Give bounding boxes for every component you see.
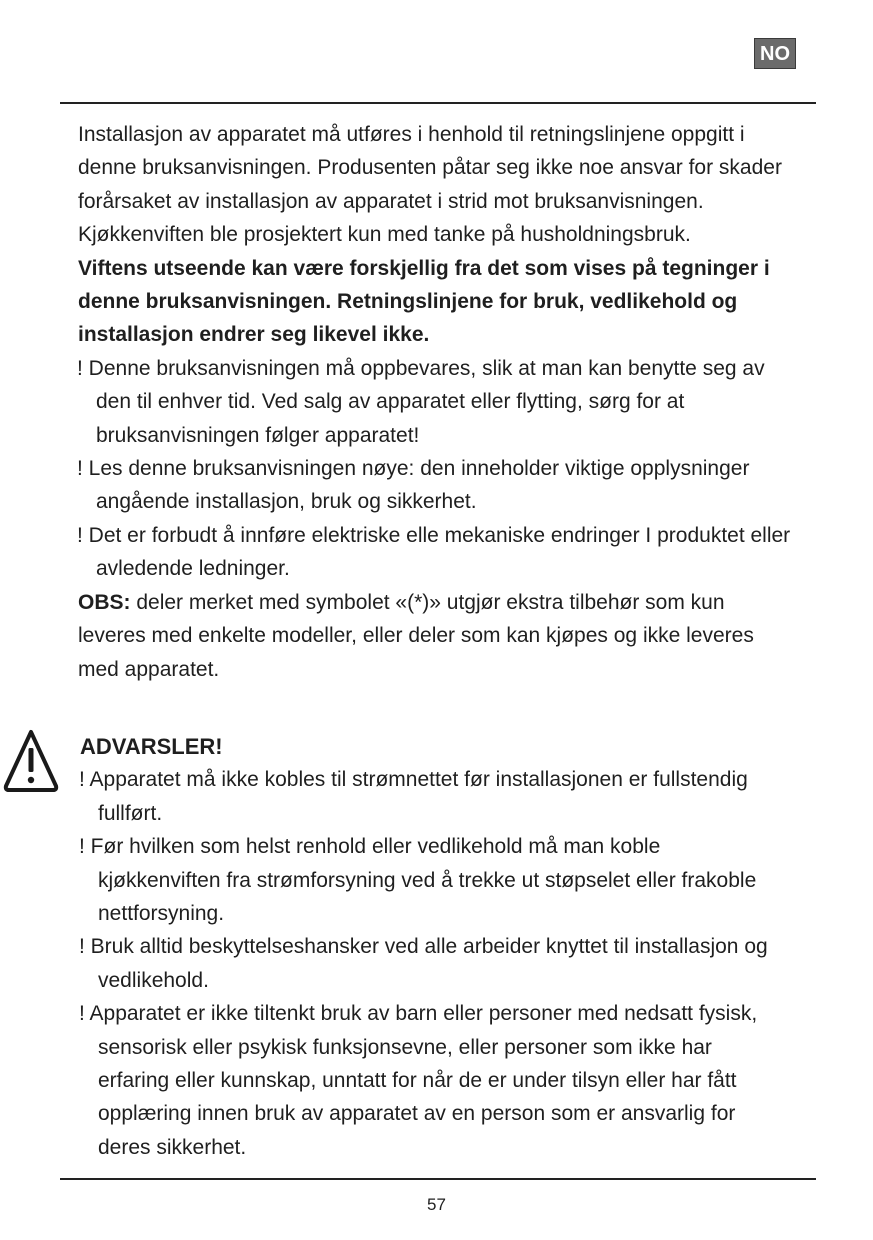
notice-item: ! Denne bruksanvisningen må oppbevares, slik at man kan benytte seg av den til enhver tid. Ved salg av apparatet eller flytting, sørg for at bruksanvisningen følger apparatet!: [77, 356, 765, 447]
warning-item: ! Apparatet må ikke kobles til strømnettet før installasjonen er fullstendig fullført.: [79, 768, 748, 825]
warnings-title: ADVARSLER!: [80, 734, 223, 759]
appearance-note: Viftens utseende kan være forskjellig fra det som vises på tegninger i denne bruksanvisningen. Retningslinjene for bruk, vedlikehold og installasjon endrer seg likevel ikke.: [78, 256, 770, 347]
intro-paragraph: Installasjon av apparatet må utføres i henhold til retningslinjene oppgitt i denne bruksanvisningen. Produsenten påtar seg ikke noe ansvar for skader forårsaket av installasjon av apparatet i strid mot bruksanvisningen. Kjøkkenviften ble prosjektert kun med tanke på husholdningsbruk.: [78, 123, 782, 247]
page-number: 57: [427, 1195, 446, 1214]
intro-section: [78, 118, 798, 686]
notice-item: ! Det er forbudt å innføre elektriske elle mekaniske endringer I produktet eller avledende ledninger.: [77, 523, 791, 581]
top-divider: [60, 102, 816, 104]
obs-note: [78, 586, 798, 686]
bottom-divider: [60, 1178, 816, 1180]
warning-item: ! Før hvilken som helst renhold eller vedlikehold må man koble kjøkkenviften fra strømforsyning ved å trekke ut støpselet eller frakoble nettforsyning.: [79, 835, 757, 926]
language-badge: NO: [754, 38, 796, 69]
obs-label: OBS:: [78, 590, 131, 614]
obs-text: deler merket med symbolet «(*)» utgjør ekstra tilbehør som kun leveres med enkelte modeller, eller deler som kan kjøpes og ikke leveres med apparatet.: [78, 590, 754, 681]
warning-item: ! Bruk alltid beskyttelseshansker ved alle arbeider knyttet til installasjon og vedlikehold.: [79, 935, 768, 992]
warning-item: ! Apparatet er ikke tiltenkt bruk av barn eller personer med nedsatt fysisk, sensorisk eller psykisk funksjonsevne, eller personer som ikke har erfaring eller kunnskap, unntatt for når de er under tilsyn eller har fått opplæring innen bruk av apparatet av en person som er ansvarlig for deres sikkerhet.: [79, 1002, 758, 1159]
notice-item: ! Les denne bruksanvisningen nøye: den inneholder viktige opplysninger angående installasjon, bruk og sikkerhet.: [77, 457, 750, 514]
warning-triangle-icon: [3, 728, 59, 794]
warnings-section: [80, 730, 780, 1164]
